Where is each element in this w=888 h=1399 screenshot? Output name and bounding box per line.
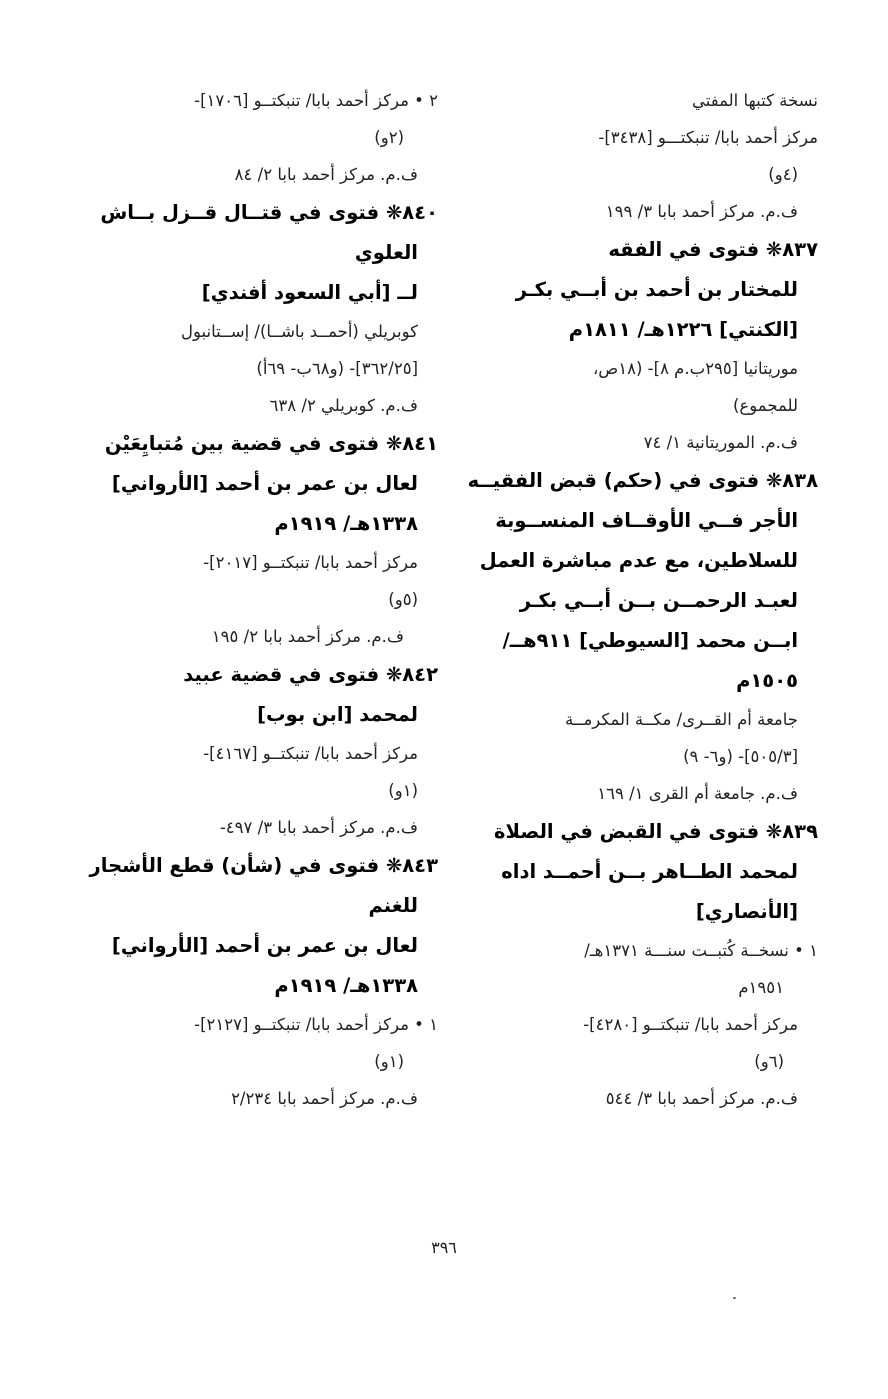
manuscript-location: مركز أحمد بابا/ تنبكتــو [٤١٦٧]- [203, 744, 418, 763]
entry-author-dates: [الكنتي] ١٢٢٦هـ/ ١٨١١م [568, 318, 798, 341]
scan-speck [733, 1297, 736, 1299]
entry-title-cont: للسلاطين، مع عدم مباشرة العمل [479, 549, 798, 572]
entry-839 [456, 812, 818, 1117]
entry-author: لمحمد الطــاهر بــن أحمــد اداه [501, 860, 798, 883]
entry-839-tail [70, 82, 438, 193]
manuscript-location-cont: [٣٦٢/٢٥]- (و٦٨ب- ٦٩أ) [256, 359, 418, 378]
folio-count: (٦و) [754, 1052, 784, 1071]
catalog-reference: ف.م. مركز أحمد بابا ٢/٢٣٤ [231, 1089, 418, 1108]
entry-author-cont: ابــن محمد [السيوطي] ٩١١هــ/ [502, 629, 798, 652]
entry-author: لعال بن عمر بن أحمد [الأرواني] [111, 472, 418, 495]
entry-843 [70, 846, 438, 1117]
manuscript-location: مركز أحمد بابا/ تنبكتـــو [٣٤٣٨]- [598, 128, 818, 147]
left-column [70, 82, 438, 1117]
entry-title: ٨٤٠❋ فتوى في قتــال قــزل بــاش [100, 201, 438, 224]
manuscript-location: ١ • مركز أحمد بابا/ تنبكتــو [٢١٢٧]- [194, 1015, 438, 1034]
entry-title: ٨٤١❋ فتوى في قضية بين مُتبايِعَيْن [104, 432, 438, 455]
entry-title-cont: للغنم [368, 894, 418, 917]
entry-title: ٨٣٧❋ فتوى في الفقه [608, 238, 818, 261]
manuscript-location: جامعة أم القــرى/ مكــة المكرمــة [564, 710, 798, 729]
entry-author-cont: [الأنصاري] [695, 900, 798, 923]
catalog-reference: ف.م. مركز أحمد بابا ٣/ ٤٩٧- [219, 818, 418, 837]
catalog-reference: ف.م. الموريتانية ١/ ٧٤ [643, 433, 798, 452]
catalog-reference: ف.م. مركز أحمد بابا ٣/ ١٩٩ [605, 202, 798, 221]
catalog-reference: ف.م. مركز أحمد بابا ٣/ ٥٤٤ [605, 1089, 798, 1108]
entry-author: لمحمد [ابن بوب] [257, 703, 418, 726]
copy-note: نسخة كتبها المفتي [692, 91, 818, 110]
catalog-reference: ف.م. مركز أحمد بابا ٢/ ٨٤ [234, 165, 418, 184]
manuscript-location: مركز أحمد بابا/ تنبكتــو [٢٠١٧]- [203, 553, 418, 572]
right-column [456, 82, 818, 1117]
manuscript-location-cont: [٥٠٥/٣]- (و٦- ٩) [683, 747, 798, 766]
folio-count: (٤و) [768, 165, 798, 184]
manuscript-location-cont: للمجموع) [732, 396, 798, 415]
catalog-reference: ف.م. جامعة أم القرى ١/ ١٦٩ [597, 784, 798, 803]
folio-count: (٢و) [374, 128, 404, 147]
entry-author: لعال بن عمر بن أحمد [الأرواني] [111, 934, 418, 957]
entry-author-dates: ١٥٠٥م [736, 669, 798, 692]
folio-count: (١و) [374, 1052, 404, 1071]
entry-title-cont: العلوي [354, 241, 418, 264]
catalog-reference: ف.م. مركز أحمد بابا ٢/ ١٩٥ [211, 627, 404, 646]
manuscript-location: مركز أحمد بابا/ تنبكتــو [٤٢٨٠]- [583, 1015, 798, 1034]
entry-title: ٨٤٢❋ فتوى في قضية عبيد [183, 663, 438, 686]
manuscript-location: كوبريلي (أحمــد باشــا)/ إســتانبول [180, 322, 418, 341]
folio-count: (١و) [388, 781, 418, 800]
page-number: ٣٩٦ [431, 1238, 457, 1257]
copy-note-date: ١٩٥١م [738, 978, 784, 997]
entry-title-cont: الأجر فــي الأوقــاف المنســوبة [495, 509, 798, 532]
manuscript-location: ٢ • مركز أحمد بابا/ تنبكتــو [١٧٠٦]- [194, 91, 438, 110]
entry-author: لــ [أبي السعود أفندي] [201, 281, 418, 304]
entry-author-dates: ١٣٣٨هـ/ ١٩١٩م [274, 974, 418, 997]
entry-836-tail [456, 82, 818, 230]
entry-842 [70, 655, 438, 846]
entry-author: لعبـد الرحمــن بــن أبــي بكـر [519, 589, 798, 612]
entry-837 [456, 230, 818, 461]
entry-title: ٨٣٨❋ فتوى في (حكم) قبض الفقيــه [467, 469, 818, 492]
entry-840 [70, 193, 438, 424]
copy-note: ١ • نسخــة كُتبــت سنـــة ١٣٧١هـ/ [584, 941, 818, 960]
manuscript-location: موريتانيا [٢٩٥ب.م ٨]- (١٨ص، [592, 359, 798, 378]
entry-author: للمختار بن أحمد بن أبــي بكـر [515, 278, 798, 301]
folio-count: (٥و) [388, 590, 418, 609]
entry-title: ٨٤٣❋ فتوى في (شأن) قطع الأشجار [89, 854, 438, 877]
entry-838 [456, 461, 818, 812]
entry-author-dates: ١٣٣٨هـ/ ١٩١٩م [274, 512, 418, 535]
entry-841 [70, 424, 438, 655]
entry-title: ٨٣٩❋ فتوى في القبض في الصلاة [494, 820, 818, 843]
catalog-reference: ف.م. كوبريلي ٢/ ٦٣٨ [269, 396, 418, 415]
